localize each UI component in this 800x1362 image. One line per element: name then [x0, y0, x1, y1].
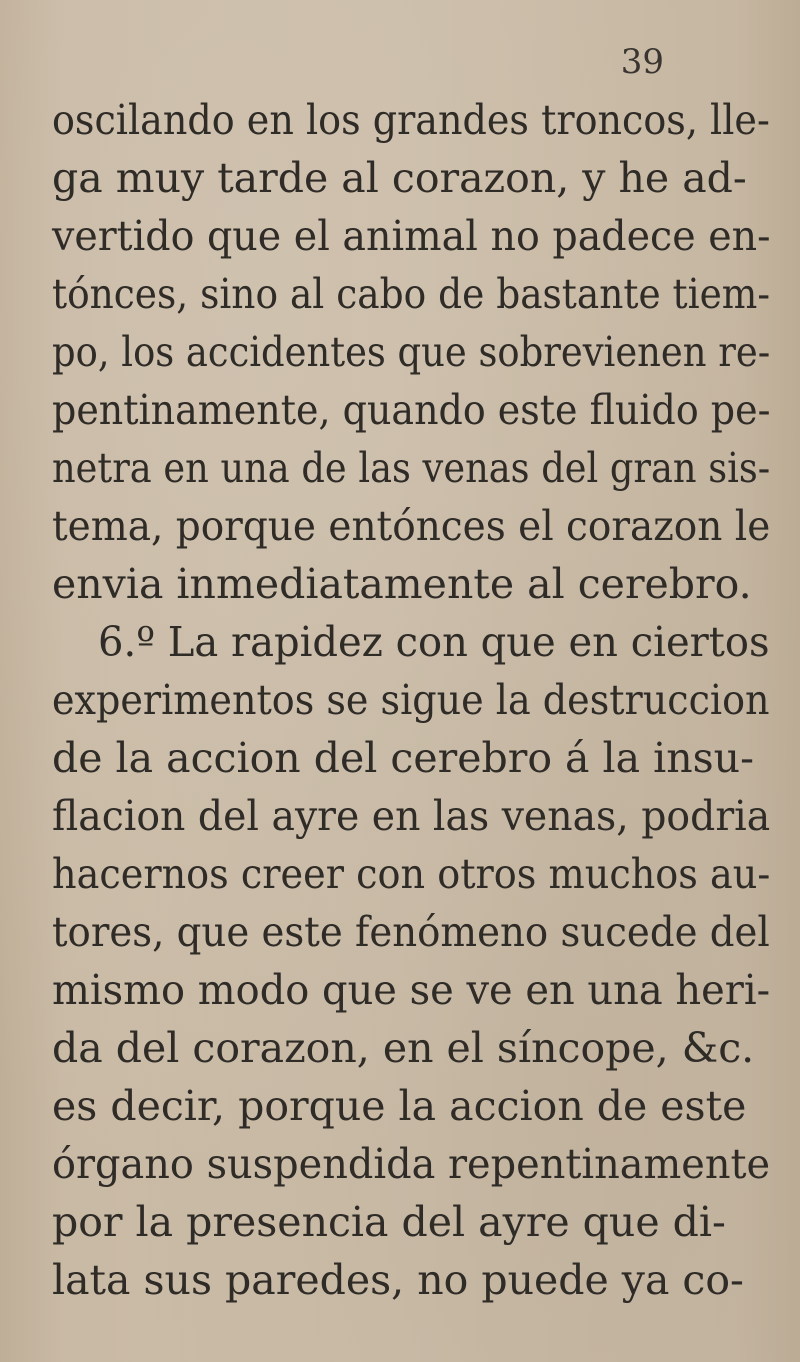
text-line: ga muy tarde al corazon, y he ad-: [52, 154, 747, 202]
text-line: tema, porque entónces el corazon le: [52, 502, 771, 550]
text-line: flacion del ayre en las venas, podria: [52, 792, 771, 840]
text-line: da del corazon, en el síncope, &c.: [52, 1024, 755, 1072]
text-line: es decir, porque la accion de este: [52, 1082, 747, 1130]
text-line: po, los accidentes que sobrevienen re-: [52, 328, 771, 376]
text-line: vertido que el animal no padece en-: [52, 212, 771, 260]
text-line: lata sus paredes, no puede ya co-: [52, 1256, 744, 1304]
text-line: netra en una de las venas del gran sis-: [52, 444, 771, 492]
text-line: de la accion del cerebro á la insu-: [52, 734, 754, 782]
text-line: tónces, sino al cabo de bastante tiem-: [52, 270, 771, 318]
text-line: por la presencia del ayre que di-: [52, 1198, 726, 1246]
text-line: envia inmediatamente al cerebro.: [52, 560, 752, 608]
text-line: mismo modo que se ve en una heri-: [52, 966, 771, 1014]
paragraph-start-line: 6.º La rapidez con que en ciertos: [98, 618, 770, 666]
text-line: pentinamente, quando este fluido pe-: [52, 386, 771, 434]
text-line: tores, que este fenómeno sucede del: [52, 908, 770, 956]
text-line: experimentos se sigue la destruccion: [52, 676, 770, 724]
page-number: 39: [620, 42, 664, 82]
text-line: oscilando en los grandes troncos, lle-: [52, 96, 770, 144]
text-line: hacernos creer con otros muchos au-: [52, 850, 771, 898]
text-line: órgano suspendida repentinamente: [52, 1140, 771, 1188]
